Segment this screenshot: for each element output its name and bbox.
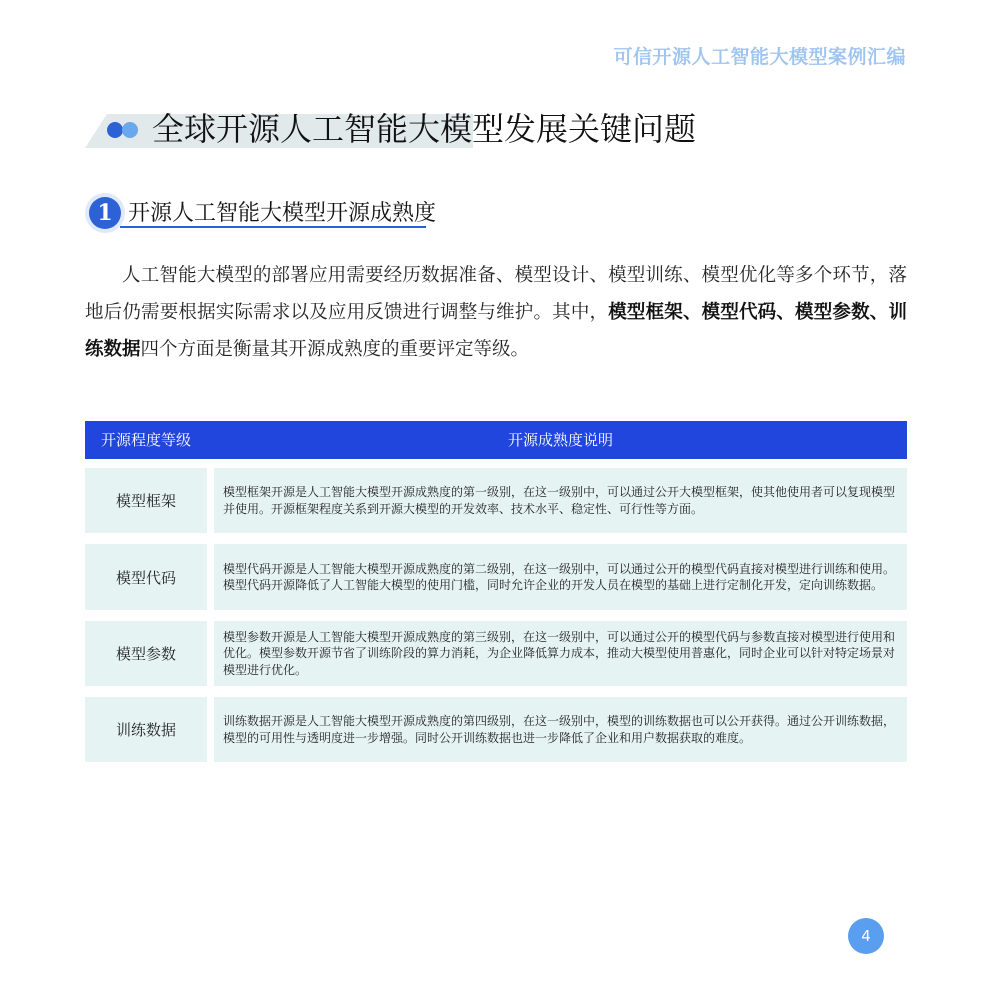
table-row <box>85 621 907 686</box>
paragraph-bold-terms: 模型框架、模型代码、模型参数、训练数据 <box>85 302 907 360</box>
table-row <box>85 544 907 610</box>
row-description-text: 模型参数开源是人工智能大模型开源成熟度的第三级别，在这一级别中，可以通过公开的模型代码与参数直接对模型进行使用和优化。模型参数开源节省了训练阶段的算力消耗，为企业降低算力成本，推动大模型使用普惠化，同时企业可以针对特定场景对模型进行优化。 <box>223 629 896 677</box>
row-level: 模型框架 <box>85 468 207 533</box>
row-description-text: 模型代码开源是人工智能大模型开源成熟度的第二级别，在这一级别中，可以通过公开的模型代码直接对模型进行训练和使用。模型代码开源降低了人工智能大模型的使用门槛，同时允许企业的开发人员在模型的基础上进行定制化开发，定向训练数据。 <box>223 561 896 592</box>
row-description-text: 训练数据开源是人工智能大模型开源成熟度的第四级别，在这一级别中，模型的训练数据也可以公开获得。通过公开训练数据，模型的可用性与透明度进一步增强。同时公开训练数据也进一步降低了企业和用户数据获取的难度。 <box>223 714 896 745</box>
table-row <box>85 697 907 762</box>
row-description <box>214 468 907 533</box>
row-description <box>214 697 907 762</box>
table-header <box>85 421 907 459</box>
running-header-title: 可信开源人工智能大模型案例汇编 <box>613 46 906 68</box>
table-row <box>85 468 907 533</box>
row-description <box>214 544 907 610</box>
row-level: 模型参数 <box>85 621 207 686</box>
page-number-badge: 4 <box>848 918 884 954</box>
section-underline <box>120 226 426 228</box>
section-title: 开源人工智能大模型开源成熟度 <box>128 201 437 226</box>
row-level: 训练数据 <box>85 697 207 762</box>
row-description <box>214 621 907 686</box>
row-level: 模型代码 <box>85 544 207 610</box>
section-number-badge: 1 <box>89 197 121 229</box>
intro-paragraph <box>85 257 907 368</box>
table-header-level: 开源程度等级 <box>100 431 191 449</box>
heading-dot-light <box>122 122 138 138</box>
paragraph-text-1: 人工智能大模型的部署应用需要经历数据准备、模型设计、模型训练、模型优化等多个环节，落地后仍需要根据实际需求以及应用反馈进行调整与维护。其中， <box>85 265 907 323</box>
table-header-description: 开源成熟度说明 <box>507 431 613 449</box>
row-description-text: 模型框架开源是人工智能大模型开源成熟度的第一级别，在这一级别中，可以通过公开大模型框架，使其他使用者可以复现模型并使用。开源框架程度关系到开源大模型的开发效率、技术水平、稳定性、可行性等方面。 <box>223 485 896 516</box>
heading-dot-dark <box>107 122 123 138</box>
paragraph-text-2: 四个方面是衡量其开源成熟度的重要评定等级。 <box>140 339 530 360</box>
page-heading: 全球开源人工智能大模型发展关键问题 <box>152 110 697 148</box>
